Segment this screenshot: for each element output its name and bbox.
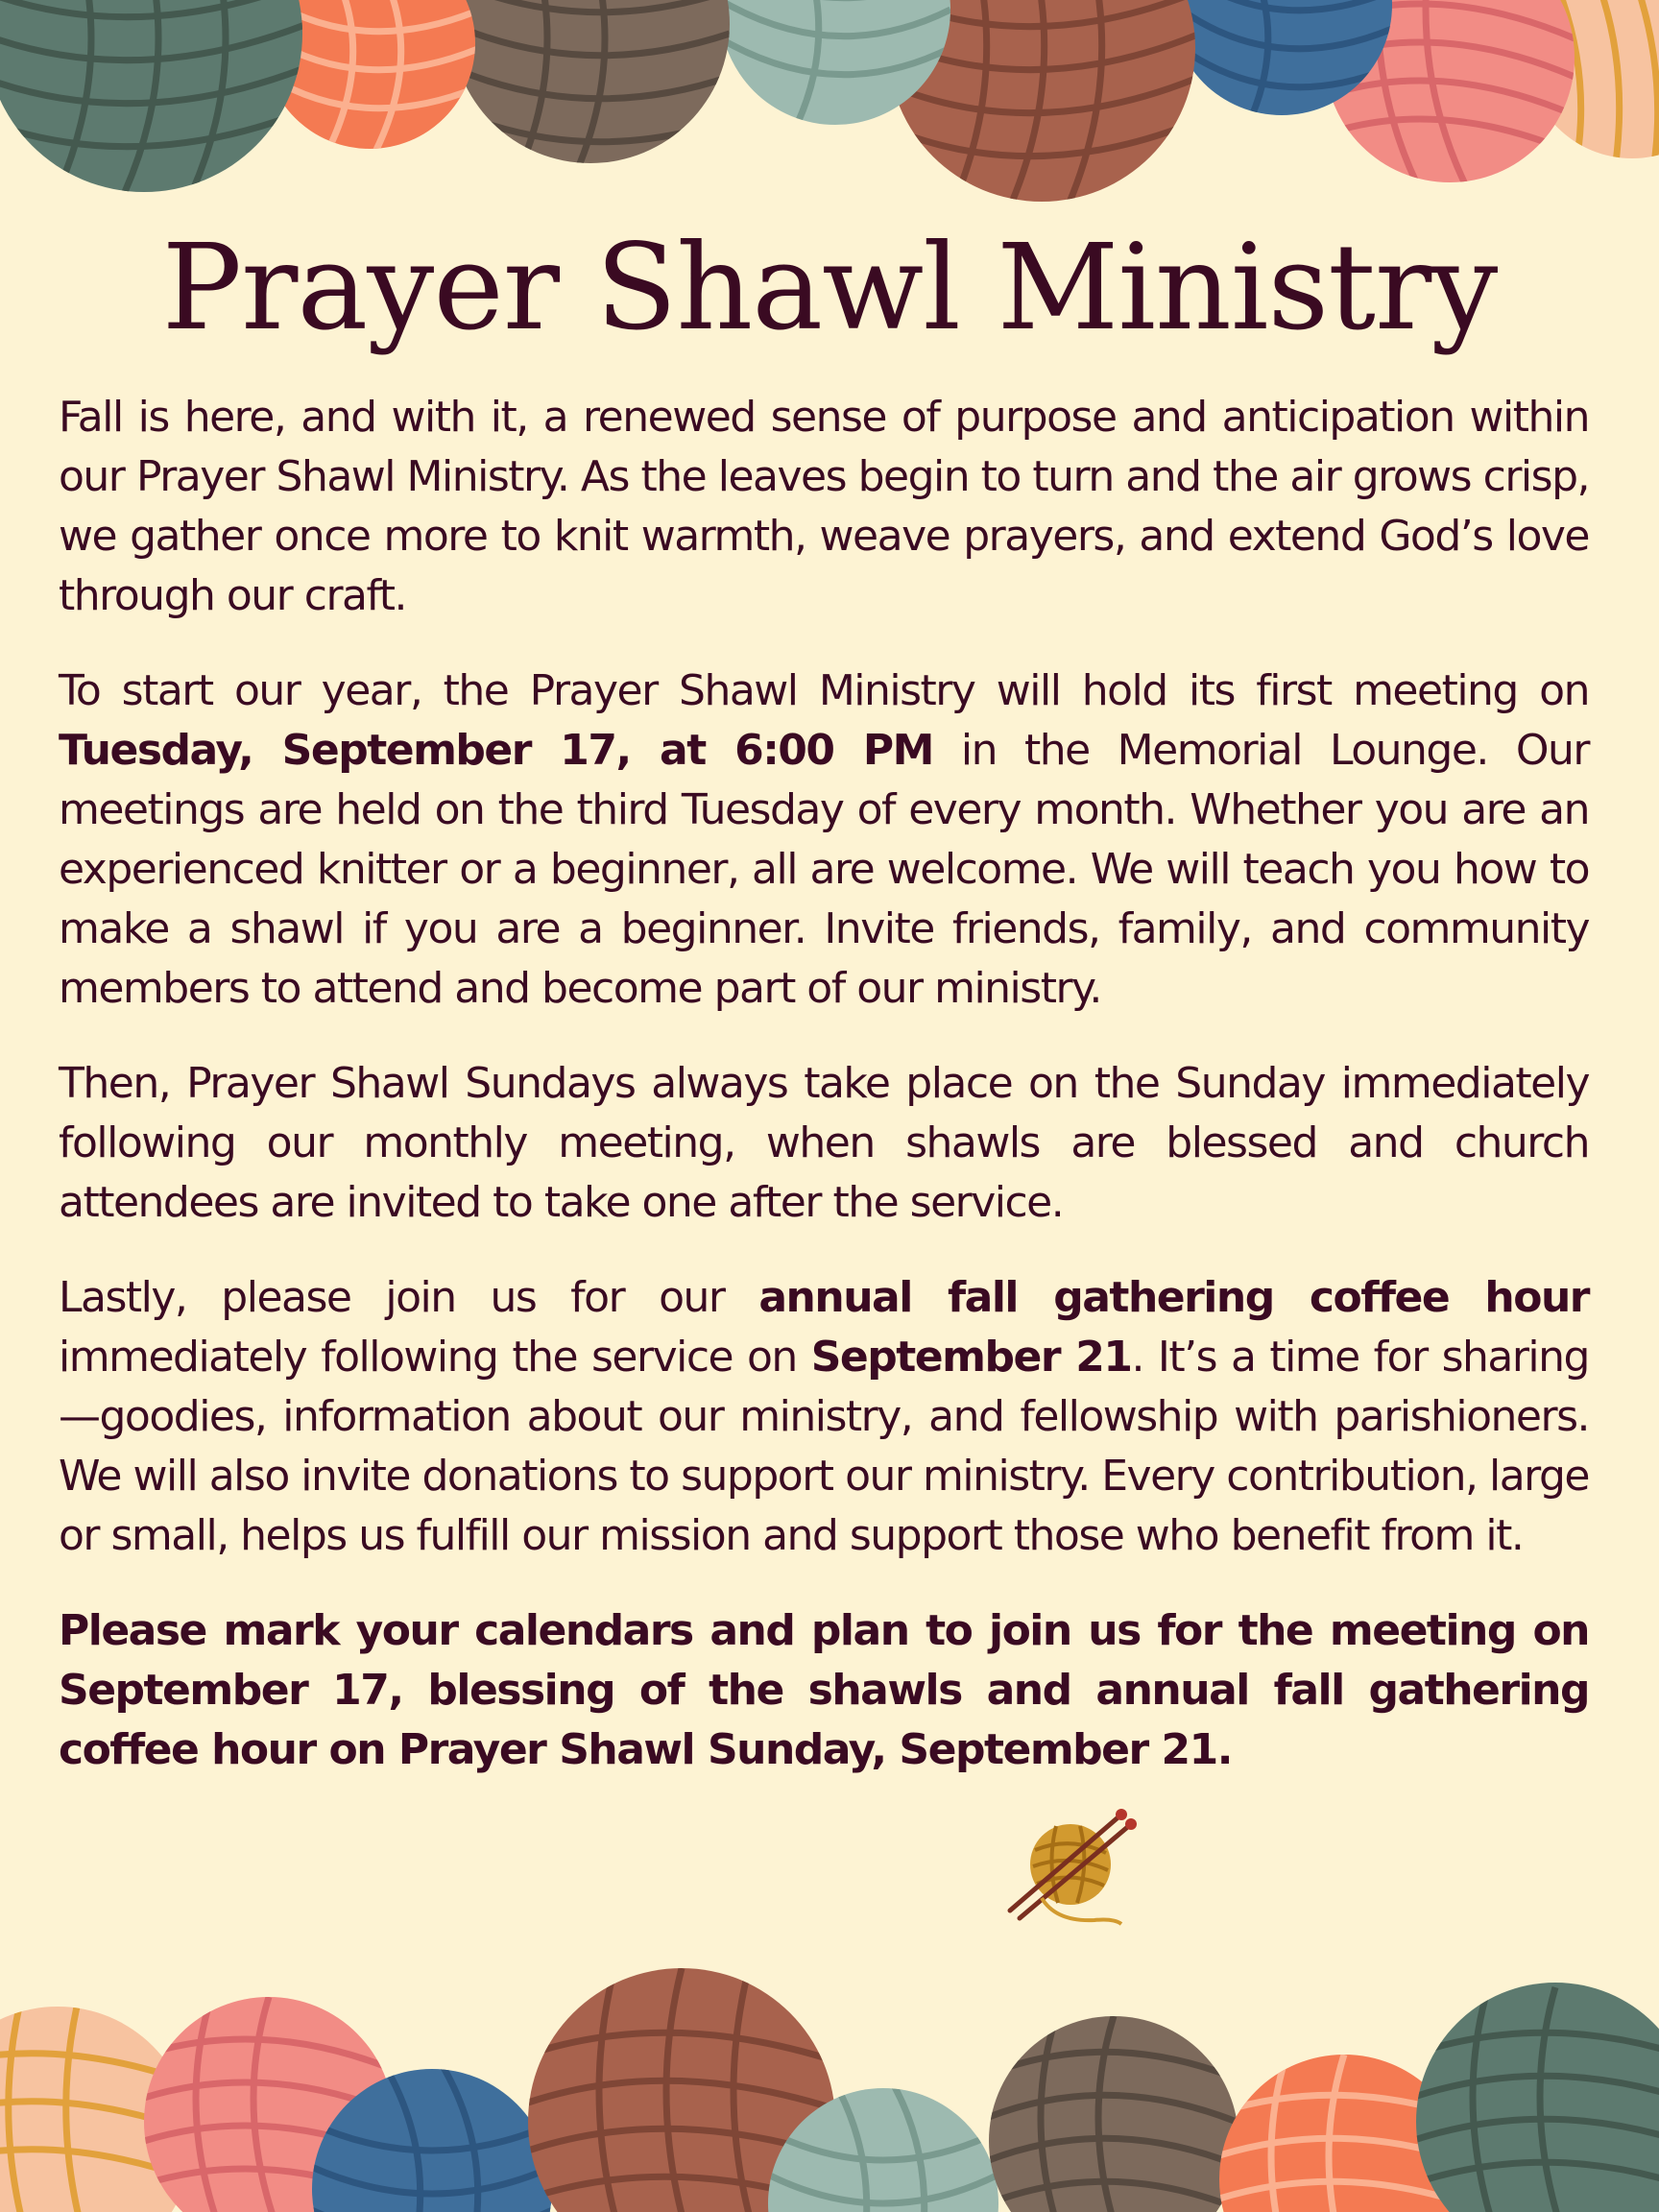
meeting-details-text: in the Memorial Lounge. Our meetings are held on the third Tuesday of every month. Whether you are an experienced knitter or a beginner, all are welcome. We will teach you how to make a shawl if you are a beginner. Invite friends, family, and community members to attend and become part of our ministry. (59, 726, 1589, 1013)
coffee-middle-text: immediately following the service on (59, 1333, 811, 1382)
yarn-ball-with-needles-icon (998, 1797, 1142, 1934)
yarn-border-bottom (0, 1949, 1659, 2212)
paragraph-intro: Fall is here, and with it, a renewed sense of purpose and anticipation within our Prayer Shawl Ministry. As the leaves begin to turn and the air grows crisp, we gather once more to knit warmth, weave prayers, and extend God’s love through our craft. (59, 393, 1589, 620)
paragraph-meeting (59, 661, 1589, 1019)
meeting-intro-text: To start our year, the Prayer Shawl Ministry will hold its first meeting on (59, 666, 1589, 715)
coffee-hour-bold: annual fall gathering coffee hour (758, 1273, 1589, 1322)
coffee-intro-text: Lastly, please join us for our (59, 1273, 759, 1322)
paragraph-coffee-hour (59, 1268, 1589, 1566)
coffee-date-bold: September 21 (810, 1333, 1132, 1382)
coffee-details-text: . It’s a time for sharing—goodies, information about our ministry, and fellowship with parishioners. We will also invite donations to support our ministry. Every contribution, large or small, helps us fulfill our mission and support those who benefit from it. (59, 1333, 1589, 1560)
yarn-border-top (0, 0, 1659, 230)
paragraph-call-to-action: Please mark your calendars and plan to join us for the meeting on September 17, blessing of the shawls and annual fall gathering coffee hour on Prayer Shawl Sunday, September 21. (59, 1606, 1589, 1774)
meeting-date-bold: Tuesday, September 17, at 6:00 PM (59, 726, 933, 775)
paragraph-sundays: Then, Prayer Shawl Sundays always take place on the Sunday immediately following our monthly meeting, when shawls are blessed and church attendees are invited to take one after the service. (59, 1059, 1589, 1227)
body-text (59, 388, 1589, 1815)
page-title: Prayer Shawl Ministry (161, 219, 1498, 357)
